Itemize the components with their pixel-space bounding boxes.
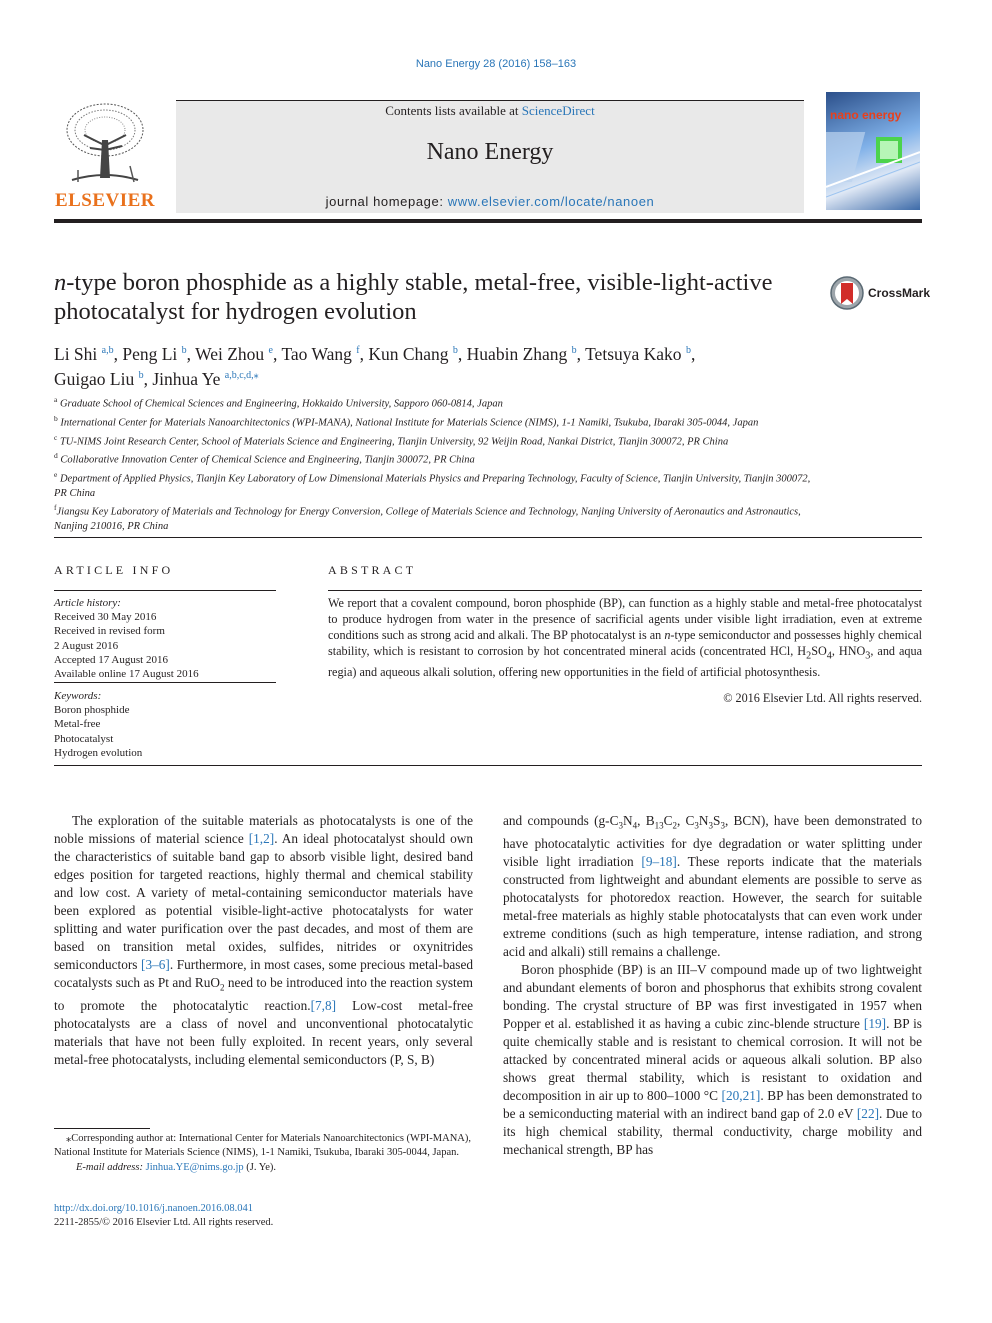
reference-link[interactable]: [7,8] [310, 997, 337, 1013]
journal-name: Nano Energy [426, 139, 554, 165]
body-column-right [503, 812, 922, 1159]
reference-link[interactable]: [22] [856, 1105, 880, 1121]
contents-line [176, 103, 804, 119]
abstract-part: -type semiconductor and possesses highly chemical stability, which is resistant to corrosion by hot concentrated mineral acids (concentrated HCl, H [328, 628, 922, 658]
affiliation-text: Graduate School of Chemical Sciences and Engineering, Hokkaido University, Sapporo 060-0814, Japan [59, 398, 503, 410]
footnote-body: Corresponding author at: International Center for Materials Nanoarchitectonics (WPI-MANA), National Institute for Materials Science (NIMS), 1-1 Namiki, Tsukuba, Ibaraki 305-0044, Japan. [54, 1133, 471, 1159]
cover-art-icon [826, 92, 920, 210]
author-affil-sup[interactable]: b [685, 345, 691, 356]
email-link[interactable]: Jinhua.YE@nims.go.jp [145, 1161, 244, 1173]
affiliation [54, 393, 814, 412]
body-sub: 13 [654, 820, 664, 831]
author-sep: , [143, 368, 153, 389]
abstract-rule [328, 590, 922, 591]
journal-cover[interactable] [826, 92, 920, 210]
footnote-star: ⁎ [66, 1133, 72, 1144]
affiliation-key: f [54, 503, 57, 513]
keywords-label: Keywords: [54, 690, 102, 702]
affiliation-key: e [54, 470, 58, 480]
section-divider [54, 537, 922, 538]
affiliation-key: c [54, 432, 58, 442]
article-title [54, 268, 794, 326]
body-column-left [54, 812, 473, 1069]
author-name: Peng Li [122, 343, 178, 364]
reference-link[interactable]: [3–6] [141, 957, 170, 972]
history-item: Accepted 17 August 2016 [54, 653, 168, 666]
crossmark-icon [830, 276, 864, 310]
body-sub: 4 [632, 820, 638, 831]
affiliation-text: Department of Applied Physics, Tianjin Key Laboratory of Low Dimensional Materials Physics and Preparing Technology, Faculty of Science, Tianjin University, Tianjin 300072, PR China [54, 473, 811, 499]
author[interactable] [585, 344, 695, 364]
body-text: The exploration of the suitable materials as photocatalysts is one of the noble missions of material science [54, 813, 473, 846]
author-affil-sup[interactable]: a,b,c,d,⁎ [224, 369, 259, 381]
elsevier-tree-icon [62, 100, 148, 186]
title-text: -type boron phosphide as a highly stable, metal-free, visible-light-active photocatalyst for hydrogen evolution [54, 269, 773, 325]
title-italic-n: n [54, 269, 67, 296]
history-item: Available online 17 August 2016 [54, 668, 199, 681]
body-text: . BP is quite chemically stable and is resistant to chemical corrosion. It will not be attacked by concentrated mineral acids or aqueous alkali solution. BP also shows great thermal stability, which is resistant to oxidation and decomposition in air up to 800–1000 °C [503, 1015, 922, 1103]
author-affil-sup[interactable]: b [181, 345, 187, 356]
keyword: Boron phosphide [54, 704, 130, 717]
affiliation-key: a [54, 395, 58, 404]
author-affil-sup[interactable]: b [452, 345, 458, 356]
body-sub: 3 [720, 820, 725, 831]
article-history [54, 596, 276, 681]
author-sep: , [113, 343, 123, 364]
body-text: . An ideal photocatalyst should own the characteristics of suitable band gap to absorb visible light, desired band edges position for targeted reactions, highly thermal and chemical stability and low cost. A variety of metal-containing semiconductor materials have been explored as potential visible-light-active photocatalysts for water splitting and water purification over the past decades, and most of them are based on transition metal oxides, sulfides, nitrides or oxynitrides semiconductors [54, 831, 473, 972]
abstract-part: We report that a covalent compound, boron phosphide (BP), can function as a highly stable and metal-free photocatalyst to produce hydrogen from water in the presence of sacrificial agents under visible light irradiation, even at extreme conditions such as strong acid and alkali. The BP photocatalyst is an [328, 596, 922, 642]
reference-link[interactable]: [19] [863, 1015, 887, 1031]
keyword: Hydrogen evolution [54, 746, 143, 759]
abstract-part: , HNO [831, 644, 866, 658]
body-text: . Due to its high chemical stability, thermal conductivity, charge mobility and mechanical strength, BP has [503, 1105, 922, 1157]
body-sub: 2 [220, 982, 225, 993]
affiliation [54, 501, 814, 534]
author-list [54, 340, 814, 390]
affiliation-key: b [54, 413, 58, 423]
author[interactable] [152, 369, 258, 389]
history-item: Received 30 May 2016 [54, 611, 157, 624]
author[interactable] [54, 369, 152, 389]
author[interactable] [122, 344, 195, 364]
abstract-italic: n [664, 628, 671, 642]
author-affil-sup[interactable]: f [356, 345, 360, 356]
abstract-heading: ABSTRACT [328, 563, 417, 577]
abstract-sub: 3 [865, 650, 871, 662]
affiliation-key: d [54, 451, 58, 461]
footnote-email-line [54, 1161, 473, 1175]
body-text: and compounds (g-C [503, 813, 619, 828]
body-text: . BP has been demonstrated to be a semiconducting material with an indirect band gap of 2.0 eV [503, 1087, 922, 1121]
abstract-part: SO [811, 644, 827, 658]
abstract-text [328, 595, 922, 680]
author-name: Huabin Zhang [466, 343, 568, 364]
author[interactable] [368, 344, 466, 364]
author[interactable] [195, 344, 281, 364]
reference-link[interactable]: [9–18] [641, 853, 677, 869]
author-name: Tetsuya Kako [585, 343, 682, 364]
author-name: Kun Chang [368, 343, 449, 364]
corresponding-author-note [54, 1132, 473, 1175]
body-sub: 3 [694, 820, 699, 831]
history-label: Article history: [54, 597, 121, 609]
body-text: S [713, 813, 721, 828]
author-affil-sup[interactable]: a,b [101, 345, 114, 356]
body-sub: 3 [708, 820, 714, 831]
body-text: C [663, 813, 673, 828]
elsevier-logo[interactable] [54, 100, 156, 212]
abstract-part: , and aqua regia) and aqueous alkali solution, offering new opportunities in the field of artificial photosynthesis. [328, 644, 922, 680]
affiliation-text: TU-NIMS Joint Research Center, School of Materials Science and Engineering, Tianjin University, 92 Weijin Road, Nankai District, Tianjin 300072, PR China [59, 436, 729, 448]
author-affil-sup[interactable]: e [268, 345, 273, 356]
author-affil-sup[interactable]: b [138, 369, 144, 381]
affiliation [54, 449, 814, 468]
affiliation [54, 412, 814, 431]
reference-link[interactable]: [1,2] [248, 831, 275, 846]
author[interactable] [54, 344, 122, 364]
body-text: , BCN), have been demonstrated to have photocatalytic activities for dye degradation or water splitting under visible light irradiation [503, 813, 922, 869]
body-sub: 3 [618, 820, 623, 831]
author[interactable] [467, 344, 585, 364]
affiliation [54, 431, 814, 450]
elsevier-wordmark: ELSEVIER [54, 190, 156, 211]
author-sep: , [186, 343, 196, 364]
author-sep: , [359, 343, 369, 364]
body-text: N [622, 813, 633, 828]
author-name: Guigao Liu [54, 368, 135, 389]
abstract-bottom-rule [54, 765, 922, 766]
body-text: , C [676, 813, 695, 828]
body-text: Boron phosphide (BP) is an III–V compound made up of two lightweight and abundant elements of boron and phosphorus that exhibits strong covalent bonding. The crystal structure of BP was first investigated in 1957 when Popper et al. established it as having a cubic zinc-blende structure [503, 961, 922, 1031]
body-text: , B [637, 813, 655, 828]
body-text: need to be introduced into the reaction system to promote the photocatalytic reaction. [54, 975, 473, 1013]
abstract-sub: 4 [826, 650, 832, 662]
affiliation [54, 468, 814, 501]
body-text: . Furthermore, in most cases, some precious metal-based cocatalysts such as Pt and RuO [54, 957, 473, 990]
body-sub: 2 [672, 820, 677, 831]
author-name: Tao Wang [281, 343, 352, 364]
author-sep: , [457, 343, 467, 364]
affiliation-text: Collaborative Innovation Center of Chemical Science and Engineering, Tianjin 300072, PR China [60, 454, 475, 466]
affiliations [54, 393, 814, 534]
email-label: E-mail address: [76, 1161, 143, 1173]
journal-citation[interactable]: Nano Energy 28 (2016) 158–163 [415, 58, 577, 70]
homepage-link[interactable]: www.elsevier.com/locate/nanoen [447, 194, 655, 209]
author-name: Wei Zhou [195, 343, 265, 364]
body-paragraph [503, 812, 922, 961]
body-paragraph [503, 961, 922, 1159]
affiliation-text: Jiangsu Key Laboratory of Materials and Technology for Energy Conversion, College of Materials Science and Technology, Nanjing University of Aeronautics and Astronautics, Nanjing 210016, PR China [54, 506, 801, 533]
author[interactable] [281, 344, 368, 364]
crossmark-badge[interactable] [830, 276, 931, 310]
article-info-rule [54, 590, 276, 591]
homepage-line [176, 194, 804, 209]
contents-prefix: Contents lists available at [385, 103, 519, 118]
author-name: Li Shi [54, 343, 98, 364]
keyword: Metal-free [54, 718, 101, 731]
abstract-copyright: © 2016 Elsevier Ltd. All rights reserved. [723, 691, 922, 705]
keywords-rule [54, 682, 276, 683]
issn-line: 2211-2855/© 2016 Elsevier Ltd. All rights reserved. [54, 1217, 274, 1228]
abstract-sub: 2 [806, 650, 812, 662]
footnote-rule [54, 1128, 150, 1129]
author-sep: , [576, 343, 586, 364]
body-text: . These reports indicate that the materials constructed from lightweight and abundant elements are possible to serve as photocatalysts for photoredox reaction. However, the search for suitable metal-free materials as highly stable photocatalysts that can even work under extreme conditions (such as high temperature, intense radiation, and strong acid and alkali) still remains a challenge. [503, 853, 922, 959]
author-sep: , [690, 343, 696, 364]
author-sep: , [273, 343, 282, 364]
crossmark-label: CrossMark [868, 286, 931, 300]
author-name: Jinhua Ye [152, 368, 221, 389]
affiliation-text: International Center for Materials Nanoarchitectonics (WPI-MANA), National Institute for Materials Science (NIMS), 1-1 Namiki, Tsukuba, Ibaraki 305-0044, Japan [60, 417, 759, 429]
keyword: Photocatalyst [54, 732, 114, 745]
body-text: Low-cost metal-free photocatalysts are a class of novel and unconventional photocatalytic materials that have not been fully exploited. In recent years, only several metal-free photocatalysts, including elemental semiconductors (P, S, B) [54, 997, 473, 1067]
email-suffix: (J. Ye). [243, 1161, 277, 1173]
sciencedirect-link[interactable]: ScienceDirect [521, 103, 595, 118]
journal-header [176, 100, 804, 213]
keywords [54, 689, 276, 760]
reference-link[interactable]: [20,21] [721, 1087, 761, 1103]
homepage-label: journal homepage: [325, 194, 444, 209]
history-item: 2 August 2016 [54, 639, 119, 652]
article-info-heading: ARTICLE INFO [54, 563, 174, 577]
body-text: N [698, 813, 709, 828]
footnote-text [54, 1132, 473, 1161]
doi-link[interactable]: http://dx.doi.org/10.1016/j.nanoen.2016.08.041 [54, 1203, 254, 1214]
header-rule [54, 219, 922, 223]
cover-title: nano energy [830, 108, 902, 122]
body-paragraph [54, 812, 473, 1069]
history-item: Received in revised form [54, 625, 165, 638]
author-affil-sup[interactable]: b [571, 345, 577, 356]
